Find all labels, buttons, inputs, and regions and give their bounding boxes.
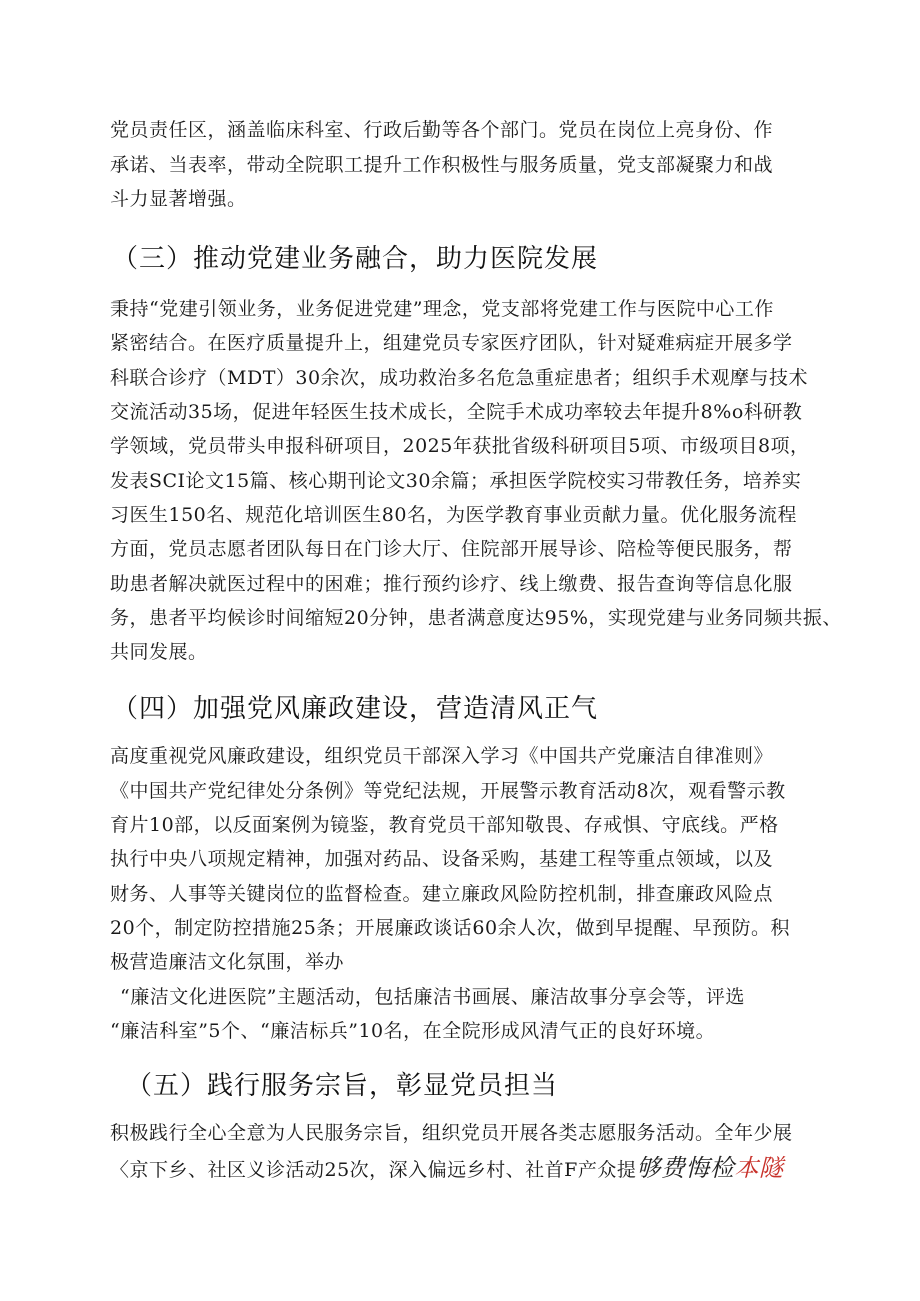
paragraph-line: 方面，党员志愿者团队每日在门诊大厅、住院部开展导诊、陪检等便民服务，帮 [110,538,793,560]
paragraph-line: 交流活动35场，促进年轻医生技术成长，全院手术成功率较去年提升8%o科研教 [110,401,803,423]
paragraph-line: 育片10部，以反面案例为镜鉴，教育党员干部知敬畏、存戒惧、守底线。严格 [110,814,779,836]
paragraph-line: 财务、人事等关键岗位的监督检查。建立廉政风险防控机制，排查廉政风险点 [110,883,774,905]
paragraph-line-last [110,1156,783,1182]
paragraph-line: 20个，制定防控措施25条；开展廉政谈话60余人次，做到早提醒、早预防。积 [110,917,791,939]
paragraph-line: “廉洁文化进医院”主题活动，包括廉洁书画展、廉洁故事分享会等，评选 [120,986,745,1008]
paragraph-line: “廉洁科室”5个、“廉洁标兵”10名，在全院形成风清气正的良好环境。 [110,1020,716,1042]
paragraph-line: 发表SCI论文15篇、核心期刊论文30余篇；承担医学院校实习带教任务，培养实 [110,470,802,492]
paragraph-line: 秉持“党建引领业务，业务促进党建”理念，党支部将党建工作与医院中心工作 [110,298,774,320]
paragraph-line: 科联合诊疗（MDT）30余次，成功救治多名危急重症患者；组织手术观摩与技术 [110,367,809,389]
section-heading-5: （五）践行服务宗旨，彰显党员担当 [126,1071,559,1101]
section-heading-3: （三）推动党建业务融合，助力医院发展 [112,244,599,274]
paragraph-line: 学领域，党员带头申报科研项目，2025年获批省级科研项目5项、市级项目8项， [110,435,810,457]
paragraph-line: 承诺、当表率，带动全院职工提升工作积极性与服务质量，党支部凝聚力和战 [110,154,774,176]
paragraph-line: 《中国共产党纪律处分条例》等党纪法规，开展警示教育活动8次，观看警示教 [110,780,786,802]
paragraph-line: 助患者解决就医过程中的困难；推行预约诊疗、线上缴费、报告查询等信息化服 [110,573,793,595]
paragraph-line: 党员责任区，涵盖临床科室、行政后勤等各个部门。党员在岗位上亮身份、作 [110,119,774,141]
paragraph-line: 高度重视党风廉政建设，组织党员干部深入学习《中国共产党廉洁自律准则》 [110,745,774,767]
last-line-tail-dark: 够费悔检 [636,1154,735,1182]
last-line-tail-red: 本隧 [734,1154,784,1182]
paragraph-line: 斗力显著增强。 [110,188,247,210]
paragraph-line: 极营造廉洁文化氛围，举办 [110,951,345,973]
paragraph-line: 共同发展。 [110,641,208,663]
paragraph-line: 积极践行全心全意为人民服务宗旨，组织党员开展各类志愿服务活动。全年少展 [110,1122,793,1144]
section-heading-4: （四）加强党风廉政建设，营造清风正气 [112,694,599,724]
paragraph-line: 务，患者平均候诊时间缩短20分钟，患者满意度达95%，实现党建与业务同频共振、 [110,607,842,629]
last-line-text: 〈京下乡、社区义诊活动25次，深入偏远乡村、社首F产众提 [110,1159,637,1181]
paragraph-line: 习医生150名、规范化培训医生80名，为医学教育事业贡献力量。优化服务流程 [110,504,797,526]
paragraph-line: 执行中央八项规定精神，加强对药品、设备采购，基建工程等重点领域，以及 [110,848,774,870]
paragraph-line: 紧密结合。在医疗质量提升上，组建党员专家医疗团队，针对疑难病症开展多学 [110,332,793,354]
